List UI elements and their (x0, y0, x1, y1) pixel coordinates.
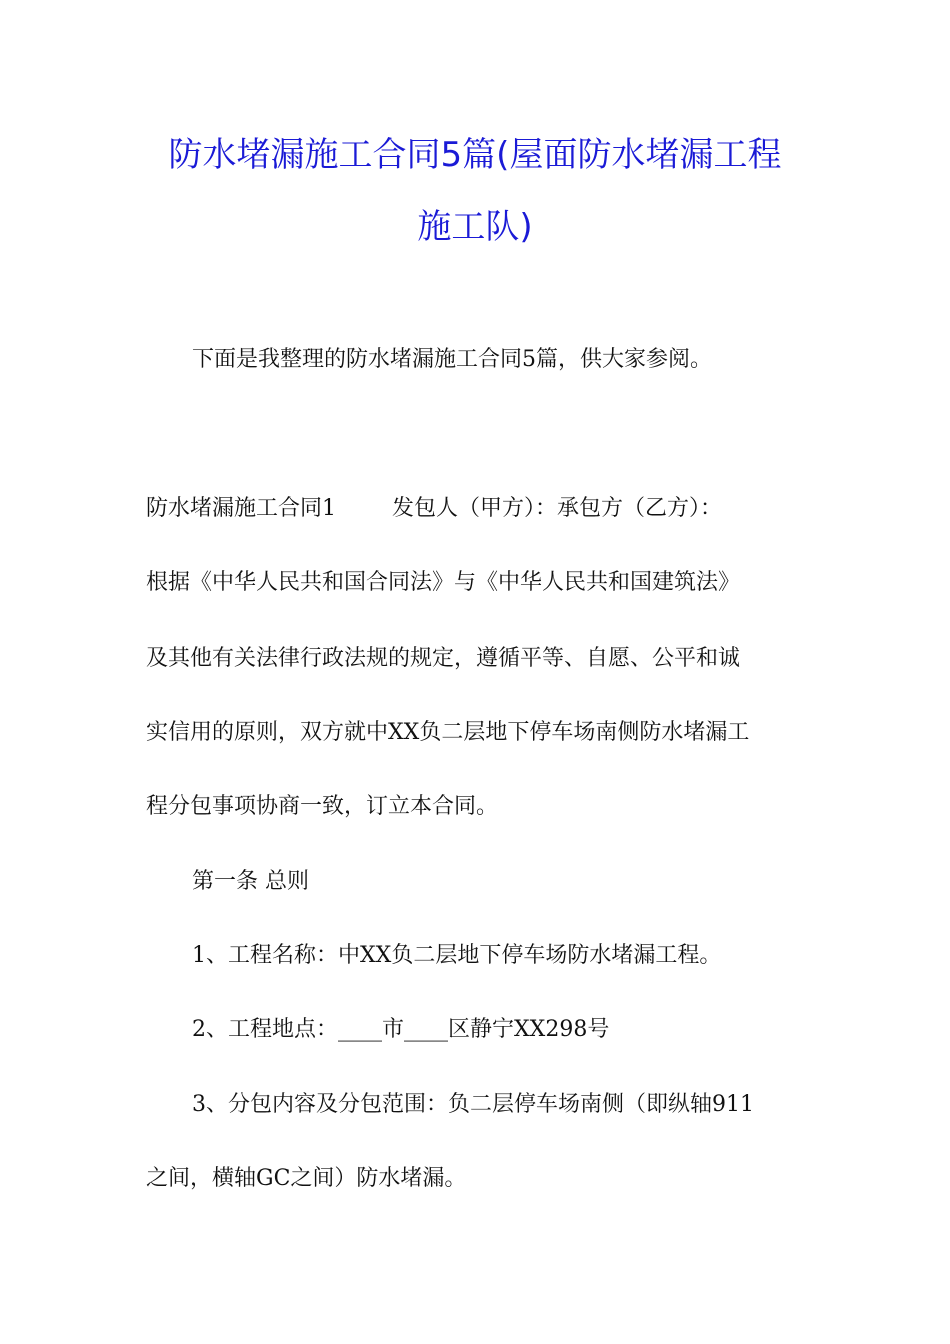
contract1-header-line (146, 494, 722, 524)
item-project-location: 2、工程地点：____市____区静宁XX298号 (192, 1017, 610, 1042)
paragraph-line: 根据《中华人民共和国合同法》与《中华人民共和国建筑法》 (146, 570, 741, 595)
contract1-parties: 发包人（甲方）：承包方（乙方）： (392, 496, 723, 521)
article1-title: 第一条 总则 (192, 869, 309, 894)
document-title-line1: 防水堵漏施工合同5篇(屋面防水堵漏工程 (168, 135, 782, 175)
paragraph-line: 程分包事项协商一致，订立本合同。 (146, 794, 499, 819)
contract1-heading: 防水堵漏施工合同1 (146, 496, 336, 521)
paragraph-line: 及其他有关法律行政法规的规定，遵循平等、自愿、公平和诚 (146, 646, 741, 671)
intro-paragraph: 下面是我整理的防水堵漏施工合同5篇，供大家参阅。 (192, 347, 712, 372)
paragraph-line: 实信用的原则，双方就中XX负二层地下停车场南侧防水堵漏工 (146, 720, 750, 745)
document-title-line2: 施工队) (417, 207, 533, 247)
item-scope-line1: 3、分包内容及分包范围：负二层停车场南侧（即纵轴911 (192, 1092, 754, 1117)
item-scope-line2: 之间，横轴GC之间）防水堵漏。 (146, 1166, 467, 1191)
item-project-name: 1、工程名称：中XX负二层地下停车场防水堵漏工程。 (192, 943, 722, 968)
